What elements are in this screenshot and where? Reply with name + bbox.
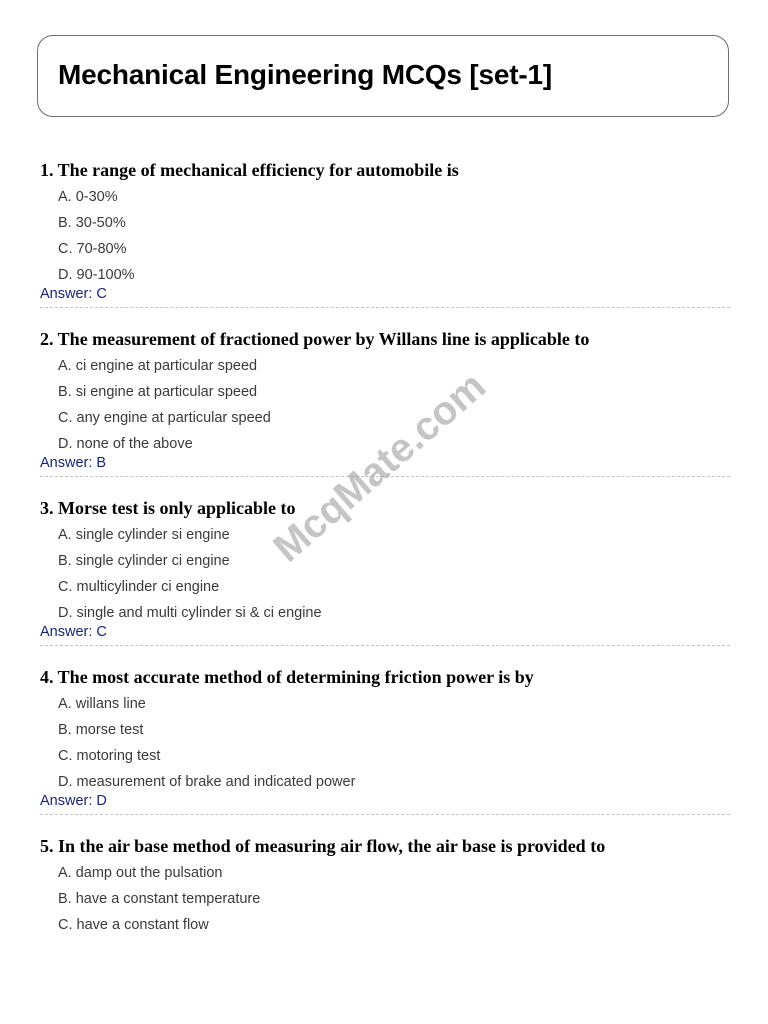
question-text: 1. The range of mechanical efficiency for automobile is (40, 160, 459, 180)
title-box (37, 35, 729, 117)
question-text: 3. Morse test is only applicable to (40, 498, 296, 518)
answer-label: Answer: C (40, 286, 107, 302)
option-c: C. have a constant flow (58, 917, 209, 933)
option-a: A. ci engine at particular speed (58, 358, 258, 374)
answer-label: Answer: D (40, 793, 107, 809)
option-a: A. damp out the pulsation (58, 865, 223, 881)
option-c: C. multicylinder ci engine (58, 579, 220, 595)
option-d: D. 90-100% (58, 267, 135, 283)
answer-label: Answer: B (40, 455, 107, 471)
option-c: C. 70-80% (58, 241, 127, 257)
option-b: B. morse test (58, 722, 144, 738)
question-text: 4. The most accurate method of determining friction power is by (40, 667, 534, 687)
option-a: A. single cylinder si engine (58, 527, 230, 543)
option-a: A. willans line (58, 696, 146, 712)
question-divider (40, 814, 730, 815)
question-text: 2. The measurement of fractioned power by Willans line is applicable to (40, 329, 590, 349)
option-d: D. single and multi cylinder si & ci engine (58, 605, 322, 621)
option-c: C. motoring test (58, 748, 161, 764)
question-divider (40, 307, 730, 308)
option-b: B. single cylinder ci engine (58, 553, 230, 569)
watermark: McqMate.com (265, 363, 494, 571)
option-b: B. 30-50% (58, 215, 126, 231)
option-b: B. have a constant temperature (58, 891, 261, 907)
option-a: A. 0-30% (58, 189, 118, 205)
option-c: C. any engine at particular speed (58, 410, 271, 426)
option-d: D. none of the above (58, 436, 193, 452)
question-divider (40, 645, 730, 646)
answer-label: Answer: C (40, 624, 107, 640)
option-d: D. measurement of brake and indicated power (58, 774, 356, 790)
page-title: Mechanical Engineering MCQs [set-1] (58, 59, 552, 90)
option-b: B. si engine at particular speed (58, 384, 258, 400)
question-text: 5. In the air base method of measuring air flow, the air base is provided to (40, 836, 606, 856)
question-divider (40, 476, 730, 477)
